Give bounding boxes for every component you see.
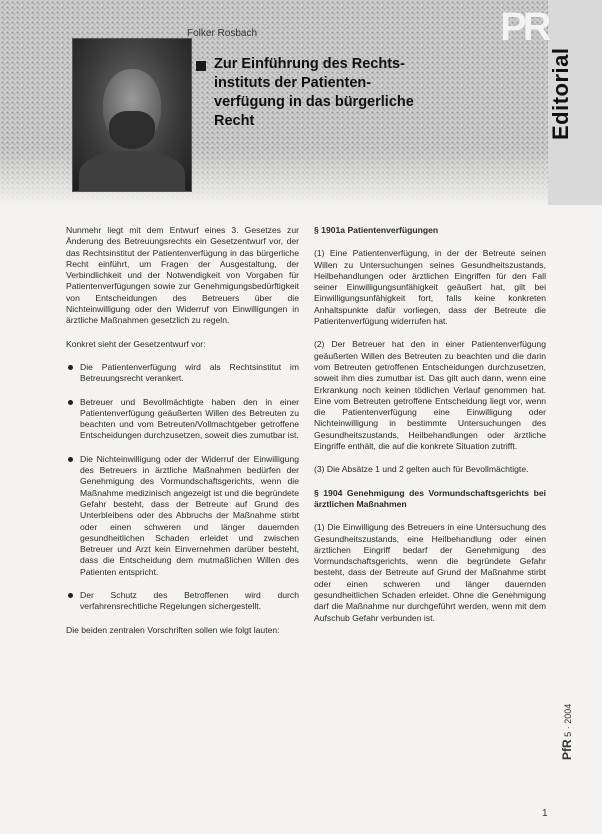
journal-logo: PR	[500, 5, 548, 49]
footer-issue: 5 · 2004	[563, 703, 573, 737]
photo-beard	[109, 111, 155, 149]
photo-shirt	[79, 151, 185, 192]
paragraph-1901a-1: (1) Eine Patientenverfügung, in der der Betreute seinen Willen zu Untersuchungen seines Gesundheitszustands, Heilbehandlungen oder ärztlichen Eingriffen für den Fall seiner Einwilligungsunfähigkeit geäußert hat, gilt bei Einwilligungsunfähigkeit fort, falls keine konkreten Anhaltspunkte dafür vorliegen, dass der Betreute die Patientenverfügung widerrufen hat.	[314, 248, 546, 327]
page-number: 1	[542, 808, 548, 819]
footer-journal-mark	[560, 704, 574, 760]
author-name: Folker Rosbach	[187, 28, 258, 39]
section-label: Editorial	[548, 47, 573, 140]
list-item: Die Nichteinwilligung oder der Widerruf der Einwilligung des Betreuers in ärztliche Maßnahmen bedürfen der Genehmigung des Vormundschaftsgerichts, wenn die Maßnahme medizinisch angezeigt ist und die begründete Gefahr besteht, dass der Betreute auf Grund des Unterbleibens oder des Abbruchs der Maßnahme stirbt oder einen schweren und länger dauernden gesundheitlichen Schaden erleidet und zwischen Betreuer und Arzt kein Einvernehmen darüber besteht, dass die Entscheidung dem mutmaßlichen Willen des Patienten entspricht.	[66, 454, 299, 578]
footer-journal: PfR	[560, 739, 574, 760]
paragraph-1901a-3: (3) Die Absätze 1 und 2 gelten auch für Bevollmächtigte.	[314, 464, 529, 475]
title-bullet-icon	[196, 61, 206, 71]
list-item: Betreuer und Bevollmächtigte haben den in einer Patientenverfügung geäußerten Willen des Betreuten zu beachten und vom Betreuten/Vollmachtgeber getroffene Entscheidungen durchzusetzen, soweit dies zumutbar ist.	[66, 397, 299, 442]
left-column	[66, 225, 299, 648]
intro-paragraph: Nunmehr liegt mit dem Entwurf eines 3. Gesetzes zur Änderung des Betreuungsrechts ein Gesetzentwurf vor, der das Rechtsinstitut der Patientenverfügung in das bürgerliche Recht einführt, um Fragen der Ausgestaltung, der Verbindlichkeit und der Notwendigkeit von Vorgaben für Patientenverfügungen sowie zur Genehmigungsbedürftigkeit von Entscheidungen des Betreuers über die Nichteinwilligung oder den Widerruf von Einwilligungen in ärztliche Maßnahmen gesetzlich zu regeln.	[66, 225, 299, 326]
section-heading-1901a: § 1901a Patientenverfügungen	[314, 225, 439, 235]
section-heading-1904: § 1904 Genehmigung des Vormundschaftsgerichts bei ärztlichen Maßnahmen	[314, 487, 546, 509]
bullet-list	[66, 362, 299, 613]
closing-paragraph: Die beiden zentralen Vorschriften sollen wie folgt lauten:	[66, 624, 280, 635]
list-item: Der Schutz des Betroffenen wird durch verfahrensrechtliche Regelungen sichergestellt.	[66, 590, 299, 613]
paragraph-1901a-2: (2) Der Betreuer hat den in einer Patientenverfügung geäußerten Willen des Betreuten zu beachten und die darin vom Betreuten getroffenen Entscheidungen durchzusetzen, soweit ihm dies zumutbar ist. Das gilt auch dann, wenn eine Erkrankung noch keinen tödlichen Verlauf genommen hat. Eine vom Betreuten getroffene Entscheidung liegt vor, wenn die Patientenverfügung eine Einwilligung oder Nichteinwilligung in bestimmte Untersuchungen des Gesundheitszustands, Heilbehandlungen oder ärztliche Eingriffe enthält, die auf die konkrete Situation zutrifft.	[314, 339, 546, 452]
article-title: Zur Einführung des Rechts-instituts der Patienten-verfügung in das bürgerliche Recht	[214, 56, 414, 129]
lead-paragraph: Konkret sieht der Gesetzentwurf vor:	[66, 338, 206, 349]
right-column	[314, 225, 546, 636]
paragraph-1904-1: (1) Die Einwilligung des Betreuers in eine Untersuchung des Gesundheitszustands, eine Heilbehandlung oder einen ärztlichen Eingriff bedarf der Genehmigung des Vormundschaftsgerichts, wenn die begründete Gefahr besteht, dass der Betreute auf Grund der Maßnahme stirbt oder einen schweren und länger dauernden gesundheitlichen Schaden erleidet. Ohne die Genehmigung darf die Maßnahme nur durchgeführt werden, wenn mit dem Aufschub Gefahr verbunden ist.	[314, 522, 546, 623]
author-photo	[72, 38, 192, 192]
list-item: Die Patientenverfügung wird als Rechtsinstitut im Betreuungsrecht verankert.	[66, 362, 299, 385]
